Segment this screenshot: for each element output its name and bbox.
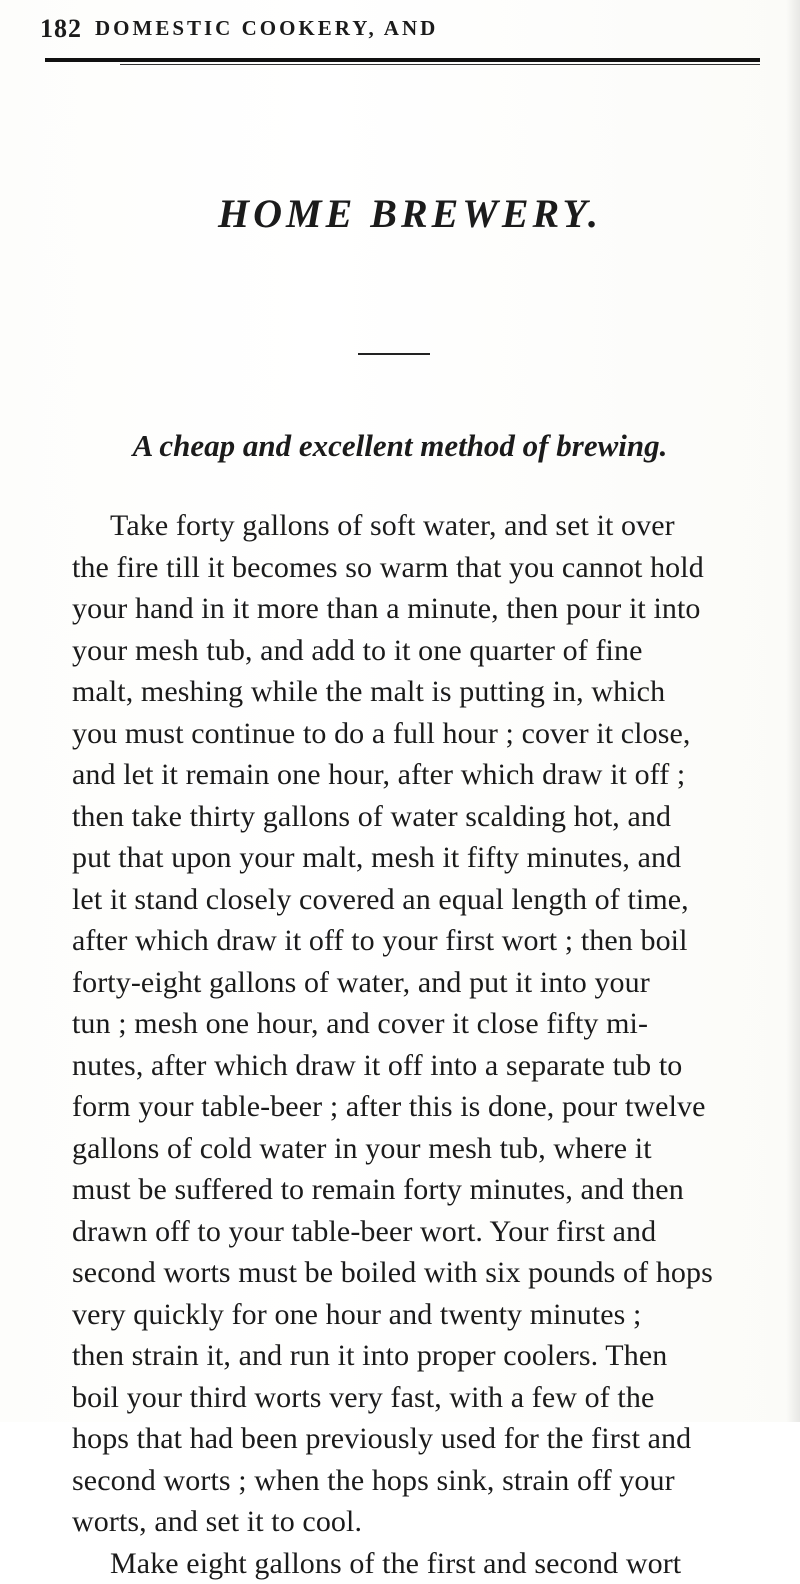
text-line: and let it remain one hour, after which draw it off ;	[72, 754, 792, 796]
text-line: drawn off to your table-beer wort. Your first and	[72, 1211, 792, 1253]
section-subtitle: A cheap and excellent method of brewing.	[45, 428, 755, 464]
text-line: your hand in it more than a minute, then pour it into	[72, 588, 792, 630]
title-divider	[358, 353, 430, 355]
text-line: nutes, after which draw it off into a separate tub to	[72, 1045, 792, 1087]
page-number: 182	[40, 14, 82, 44]
text-line: tun ; mesh one hour, and cover it close fifty mi-	[72, 1003, 792, 1045]
header-rule-thin	[120, 64, 760, 65]
text-line: your mesh tub, and add to it one quarter of fine	[72, 630, 792, 672]
text-line: very quickly for one hour and twenty minutes ;	[72, 1294, 792, 1336]
text-line: malt, meshing while the malt is putting in, which	[72, 671, 792, 713]
text-line: hops that had been previously used for the first and	[72, 1418, 792, 1460]
running-head	[40, 10, 760, 50]
text-line: boil your third worts very fast, with a few of the	[72, 1377, 792, 1419]
text-line: you must continue to do a full hour ; cover it close,	[72, 713, 792, 755]
text-line: put that upon your malt, mesh it fifty minutes, and	[72, 837, 792, 879]
text-line: gallons of cold water in your mesh tub, where it	[72, 1128, 792, 1170]
text-line: worts, and set it to cool.	[72, 1501, 792, 1543]
running-title: DOMESTIC COOKERY, AND	[95, 16, 438, 41]
text-line: after which draw it off to your first wort ; then boil	[72, 920, 792, 962]
text-line: form your table-beer ; after this is done, pour twelve	[72, 1086, 792, 1128]
body-text	[72, 505, 792, 1584]
header-rule	[45, 58, 760, 62]
text-line: second worts ; when the hops sink, strain off your	[72, 1460, 792, 1502]
text-line: let it stand closely covered an equal length of time,	[72, 879, 792, 921]
text-line: then strain it, and run it into proper coolers. Then	[72, 1335, 792, 1377]
text-line: then take thirty gallons of water scalding hot, and	[72, 796, 792, 838]
text-line: second worts must be boiled with six pounds of hops	[72, 1252, 792, 1294]
section-title: HOME BREWERY.	[90, 190, 730, 237]
text-line: must be suffered to remain forty minutes, and then	[72, 1169, 792, 1211]
page-edge-shadow	[786, 0, 800, 1422]
text-line: Make eight gallons of the first and second wort	[72, 1543, 792, 1584]
text-line: Take forty gallons of soft water, and set it over	[72, 505, 792, 547]
text-line: the fire till it becomes so warm that you cannot hold	[72, 547, 792, 589]
text-line: forty-eight gallons of water, and put it into your	[72, 962, 792, 1004]
